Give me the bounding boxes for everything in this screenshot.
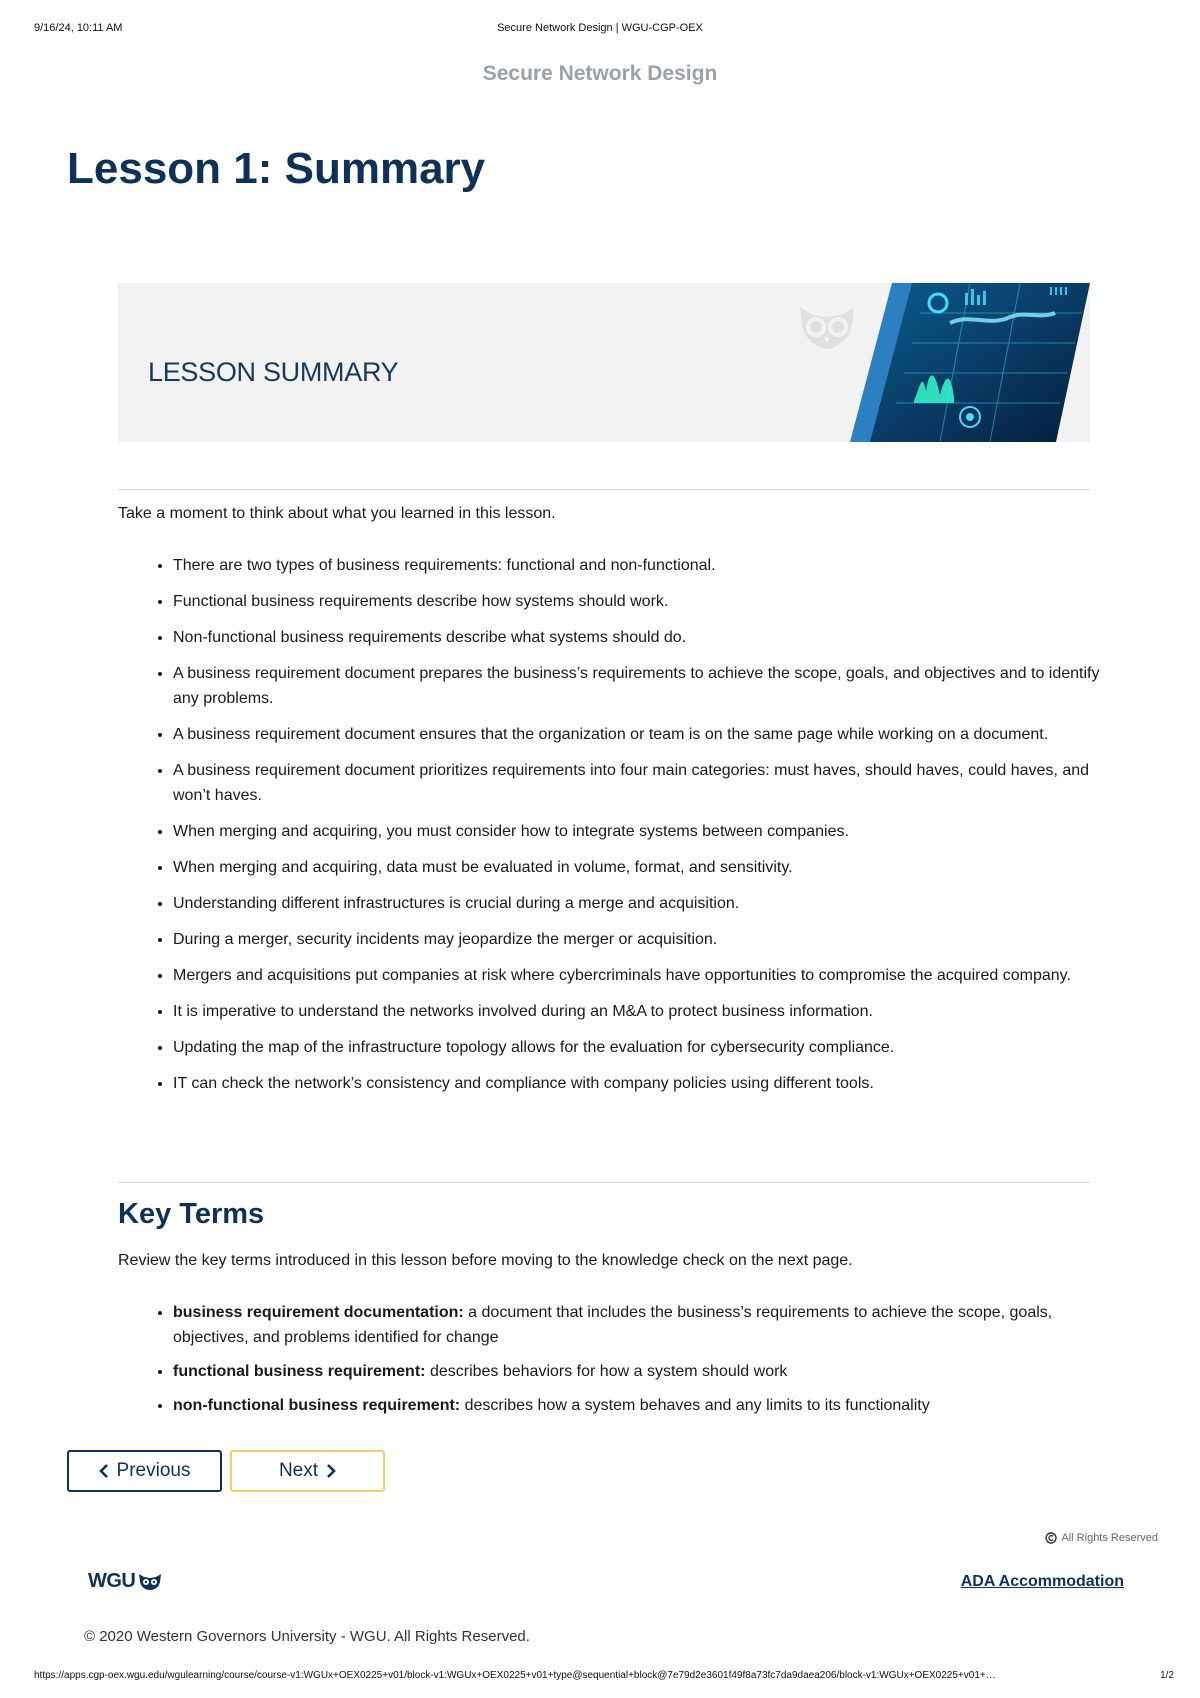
list-item: • When merging and acquiring, you must consider how to integrate systems between companies. — [173, 819, 1103, 844]
wgu-logo-text: WGU — [88, 1570, 136, 1592]
print-page-title: Secure Network Design | WGU-CGP-OEX — [497, 22, 703, 34]
list-item: • During a merger, security incidents may jeopardize the merger or acquisition. — [173, 927, 1103, 952]
data-dashboard-graphic — [850, 283, 1090, 442]
key-term: functional business requirement: — [173, 1363, 426, 1380]
chevron-left-icon — [99, 1463, 109, 1479]
list-item: • Understanding different infrastructures is crucial during a merge and acquisition. — [173, 891, 1103, 916]
key-term-item — [173, 1359, 1103, 1384]
divider — [118, 1182, 1090, 1183]
list-item: • It is imperative to understand the networks involved during an M&A to protect business information. — [173, 999, 1103, 1024]
previous-label: Previous — [116, 1460, 191, 1481]
key-terms-intro: Review the key terms introduced in this lesson before moving to the knowledge check on the next page. — [118, 1252, 853, 1269]
list-item: • There are two types of business requirements: functional and non-functional. — [173, 553, 1103, 578]
key-terms-heading: Key Terms — [118, 1198, 265, 1230]
next-button[interactable] — [230, 1450, 385, 1492]
lesson-summary-banner — [118, 283, 1090, 442]
list-item: • A business requirement document prepares the business’s requirements to achieve the scope, goals, and objectives and to identify any problems. — [173, 661, 1103, 711]
banner-text: LESSON SUMMARY — [148, 357, 399, 387]
wgu-logo[interactable] — [88, 1570, 162, 1593]
key-terms-list — [151, 1300, 1103, 1427]
rights-text: All Rights Reserved — [1061, 1532, 1158, 1544]
key-term-definition: describes behaviors for how a system should work — [429, 1363, 788, 1380]
list-item: • Updating the map of the infrastructure topology allows for the evaluation for cybersecurity compliance. — [173, 1035, 1103, 1060]
list-item: • Functional business requirements describe how systems should work. — [173, 589, 1103, 614]
owl-logo-icon — [138, 1573, 162, 1591]
page-title: Lesson 1: Summary — [67, 144, 486, 193]
key-term: business requirement documentation: — [173, 1304, 464, 1321]
key-term-definition: describes how a system behaves and any limits to its functionality — [464, 1397, 930, 1414]
page-number: 1/2 — [1160, 1670, 1174, 1681]
list-item: • Mergers and acquisitions put companies at risk where cybercriminals have opportunities to compromise the acquired company. — [173, 963, 1103, 988]
key-term-item — [173, 1300, 1103, 1350]
rights-notice — [1045, 1532, 1158, 1544]
print-url: https://apps.cgp-oex.wgu.edu/wgulearning/course/course-v1:WGUx+OEX0225+v01/block-v1:WGUx+OEX0225+v01+type@sequential+block@7e79d2e3601f49f8a73fc7da9daea206/block-v1:WGUx+OEX0225+v01+… — [34, 1670, 996, 1681]
key-term: non-functional business requirement: — [173, 1397, 461, 1414]
print-header — [34, 22, 1166, 38]
list-item: • A business requirement document prioritizes requirements into four main categories: must haves, should haves, could haves, and won’t haves. — [173, 758, 1103, 808]
list-item: • When merging and acquiring, data must be evaluated in volume, format, and sensitivity. — [173, 855, 1103, 880]
divider — [118, 489, 1090, 490]
print-datetime: 9/16/24, 10:11 AM — [34, 22, 123, 34]
copyright-icon — [1045, 1532, 1057, 1544]
list-item: • IT can check the network’s consistency and compliance with company policies using different tools. — [173, 1071, 1103, 1096]
key-term-definition: a document that includes the business’s requirements to achieve the scope, goals, objectives, and problems identified for change — [173, 1304, 1053, 1346]
copyright-text: © 2020 Western Governors University - WGU. All Rights Reserved. — [84, 1628, 530, 1645]
summary-intro: Take a moment to think about what you learned in this lesson. — [118, 505, 556, 522]
course-title: Secure Network Design — [482, 62, 718, 85]
owl-watermark-icon — [796, 303, 858, 351]
next-label: Next — [278, 1460, 319, 1481]
chevron-right-icon — [326, 1463, 336, 1479]
ada-accommodation-link[interactable]: ADA Accommodation — [960, 1573, 1124, 1590]
summary-list — [151, 553, 1103, 1107]
list-item: • A business requirement document ensures that the organization or team is on the same page while working on a document. — [173, 722, 1103, 747]
key-term-item — [173, 1393, 1103, 1418]
previous-button[interactable] — [67, 1450, 222, 1492]
list-item: • Non-functional business requirements describe what systems should do. — [173, 625, 1103, 650]
